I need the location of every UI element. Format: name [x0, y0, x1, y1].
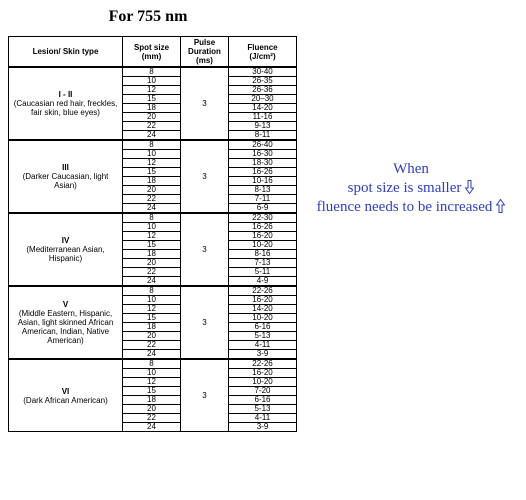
spot-size-cell: 10 — [123, 77, 181, 86]
skin-type-description: (Mediterranean Asian, Hispanic) — [26, 245, 105, 263]
fluence-cell: 14-20 — [229, 104, 297, 113]
header-pulse-duration — [181, 37, 229, 68]
arrow-down-icon — [465, 180, 474, 194]
spot-size-cell: 10 — [123, 150, 181, 159]
fluence-cell: 8-13 — [229, 186, 297, 195]
fluence-cell: 4-9 — [229, 277, 297, 287]
fluence-cell: 16-20 — [229, 369, 297, 378]
fluence-cell: 10-20 — [229, 314, 297, 323]
spot-size-cell: 15 — [123, 95, 181, 104]
lesion-skin-type-cell — [9, 213, 123, 286]
skin-type-description: (Caucasian red hair, freckles, fair skin, blue eyes) — [13, 99, 118, 117]
spot-size-cell: 24 — [123, 350, 181, 360]
spot-size-cell: 24 — [123, 423, 181, 432]
fluence-cell: 4-11 — [229, 341, 297, 350]
spot-size-table — [8, 36, 297, 432]
spot-size-cell: 12 — [123, 305, 181, 314]
page-title: For 755 nm — [108, 8, 188, 25]
fluence-cell: 6-16 — [229, 396, 297, 405]
fluence-cell: 16-26 — [229, 168, 297, 177]
fluence-cell: 14-20 — [229, 305, 297, 314]
spot-size-cell: 22 — [123, 122, 181, 131]
fluence-cell: 16-20 — [229, 232, 297, 241]
annotation-line-2-wrap — [296, 179, 526, 198]
spot-size-cell: 18 — [123, 250, 181, 259]
header-lesion: Lesion/ Skin type — [9, 37, 123, 68]
skin-type-description: (Dark African American) — [23, 395, 108, 405]
spot-size-cell: 24 — [123, 204, 181, 214]
skin-type-class: IV — [61, 236, 70, 245]
spot-size-cell: 18 — [123, 177, 181, 186]
lesion-skin-type-cell — [9, 140, 123, 213]
spot-size-cell: 20 — [123, 332, 181, 341]
skin-type-description: (Middle Eastern, Hispanic, Asian, light skinned African American, Indian, Native American) — [17, 309, 114, 345]
pulse-duration-cell: 3 — [181, 359, 229, 432]
header-pulse-line1: Pulse — [193, 38, 216, 47]
fluence-cell: 9-13 — [229, 122, 297, 131]
fluence-cell: 10-16 — [229, 177, 297, 186]
fluence-cell: 26-36 — [229, 86, 297, 95]
fluence-cell: 6-16 — [229, 323, 297, 332]
header-spot-size-unit: (mm) — [141, 51, 162, 61]
fluence-cell: 10-20 — [229, 378, 297, 387]
fluence-cell: 22-30 — [229, 213, 297, 223]
spot-size-cell: 10 — [123, 369, 181, 378]
spot-size-cell: 18 — [123, 396, 181, 405]
skin-type-class: V — [62, 300, 69, 309]
fluence-cell: 7-20 — [229, 387, 297, 396]
fluence-cell: 4-11 — [229, 414, 297, 423]
fluence-cell: 16-30 — [229, 150, 297, 159]
fluence-cell: 5-13 — [229, 332, 297, 341]
header-pulse-line2: Duration — [188, 47, 221, 56]
skin-type-class: VI — [61, 386, 70, 396]
header-pulse-unit: (ms) — [196, 56, 213, 65]
fluence-cell: 3-9 — [229, 423, 297, 432]
spot-size-cell: 20 — [123, 405, 181, 414]
spot-size-cell: 12 — [123, 86, 181, 95]
fluence-cell: 8-11 — [229, 131, 297, 141]
lesion-skin-type-cell — [9, 359, 123, 432]
pulse-duration-cell: 3 — [181, 286, 229, 359]
spot-size-cell: 15 — [123, 314, 181, 323]
spot-size-cell: 22 — [123, 195, 181, 204]
spot-size-cell: 20 — [123, 113, 181, 122]
fluence-cell: 22-26 — [229, 286, 297, 296]
table-header-row — [9, 37, 297, 68]
spot-size-cell: 15 — [123, 241, 181, 250]
fluence-cell: 26-40 — [229, 140, 297, 150]
spot-size-cell: 22 — [123, 414, 181, 423]
pulse-duration-cell: 3 — [181, 140, 229, 213]
lesion-skin-type-cell — [9, 286, 123, 359]
skin-type-class: I - II — [58, 90, 73, 99]
annotation-line-3-wrap — [296, 198, 526, 217]
fluence-cell: 5-13 — [229, 405, 297, 414]
spot-size-cell: 20 — [123, 259, 181, 268]
fluence-cell: 5-11 — [229, 268, 297, 277]
fluence-cell: 16-20 — [229, 296, 297, 305]
fluence-cell: 3-9 — [229, 350, 297, 360]
fluence-cell: 10-20 — [229, 241, 297, 250]
spot-size-cell: 10 — [123, 296, 181, 305]
spot-size-cell: 12 — [123, 378, 181, 387]
spot-size-cell: 15 — [123, 168, 181, 177]
spot-size-cell: 10 — [123, 223, 181, 232]
table-body — [9, 67, 297, 432]
spot-size-cell: 8 — [123, 67, 181, 77]
header-spot-size-line: Spot size — [133, 42, 170, 52]
fluence-cell: 18-30 — [229, 159, 297, 168]
spot-size-cell: 15 — [123, 387, 181, 396]
fluence-cell: 8-16 — [229, 250, 297, 259]
spot-size-cell: 18 — [123, 323, 181, 332]
header-fluence-line: Fluence — [247, 42, 278, 52]
header-fluence — [229, 37, 297, 68]
spot-size-cell: 22 — [123, 268, 181, 277]
annotation-line-2: spot size is smaller — [347, 180, 462, 196]
spot-size-cell: 24 — [123, 277, 181, 287]
spot-size-cell: 8 — [123, 359, 181, 369]
lesion-skin-type-cell — [9, 67, 123, 140]
header-fluence-unit: (J/cm²) — [249, 51, 276, 61]
spot-size-cell: 8 — [123, 140, 181, 150]
spot-size-cell: 12 — [123, 232, 181, 241]
skin-type-description: (Darker Caucasian, light Asian) — [22, 172, 109, 190]
fluence-cell: 30-40 — [229, 67, 297, 77]
annotation-line-1: When — [393, 161, 429, 177]
pulse-duration-cell: 3 — [181, 67, 229, 140]
fluence-cell: 22-26 — [229, 359, 297, 369]
fluence-cell: 20–30 — [229, 95, 297, 104]
spot-size-cell: 22 — [123, 341, 181, 350]
pulse-duration-cell: 3 — [181, 213, 229, 286]
spot-size-cell: 12 — [123, 159, 181, 168]
arrow-up-icon — [496, 199, 505, 213]
fluence-cell: 7-13 — [229, 259, 297, 268]
spot-size-cell: 18 — [123, 104, 181, 113]
annotation-note — [296, 160, 526, 217]
spot-size-cell: 8 — [123, 286, 181, 296]
fluence-cell: 6-9 — [229, 204, 297, 214]
fluence-cell: 16-26 — [229, 223, 297, 232]
skin-type-class: III — [62, 163, 69, 172]
fluence-cell: 26-35 — [229, 77, 297, 86]
fluence-cell: 11-16 — [229, 113, 297, 122]
spot-size-cell: 20 — [123, 186, 181, 195]
spot-size-cell: 24 — [123, 131, 181, 141]
annotation-line-3: fluence needs to be increased — [316, 199, 493, 215]
spot-size-cell: 8 — [123, 213, 181, 223]
header-spot-size — [123, 37, 181, 68]
fluence-cell: 7-11 — [229, 195, 297, 204]
